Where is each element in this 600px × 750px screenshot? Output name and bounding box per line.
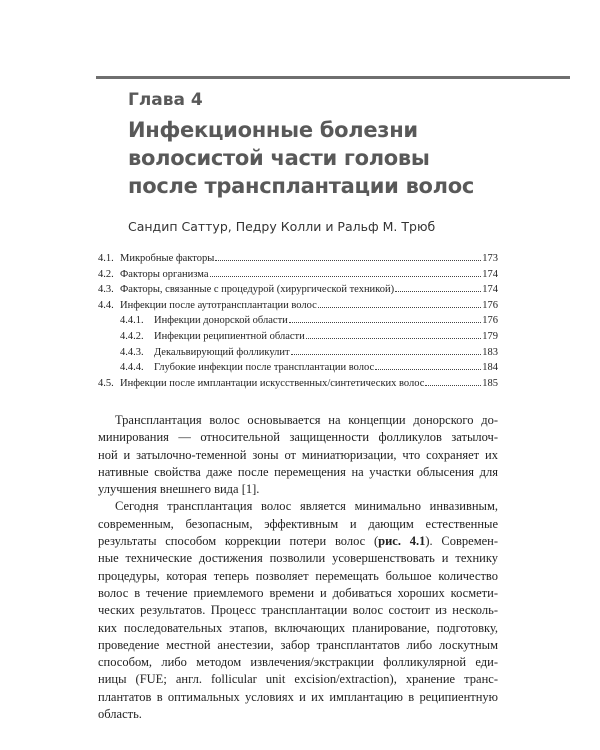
text-line: способом, либо методом извлечения/экстракции фолликулярной еди- <box>98 655 498 670</box>
text-line: улучшения внешнего вида [1]. <box>98 482 260 497</box>
toc-leader-dots <box>318 298 481 308</box>
figure-reference-link[interactable]: рис. 4.1 <box>378 534 426 549</box>
text-line: ческих результатов. Процесс трансплантации волос состоит из несколь- <box>98 603 498 618</box>
text-line: Трансплантация волос основывается на концепции донорского до- <box>115 413 498 427</box>
body-text <box>98 412 498 723</box>
toc-entry-number: 4.4.2. <box>120 330 144 342</box>
toc-entry-title: Инфекции реципиентной области <box>154 330 305 342</box>
toc-entry-page: 176 <box>482 299 498 311</box>
toc-entry-page: 173 <box>482 253 498 264</box>
toc-leader-dots <box>289 313 481 323</box>
paragraph <box>98 412 498 498</box>
toc-entry[interactable] <box>98 313 498 329</box>
toc-entry[interactable] <box>98 329 498 345</box>
text-fragment: результаты способом коррекции потери волос ( <box>98 534 379 549</box>
text-line: Сегодня трансплантация волос является минимально инвазивным, <box>115 499 498 514</box>
text-line: современным, безопасным, эффективным и дающим естественные <box>98 516 498 531</box>
toc-entry-number: 4.4.3. <box>120 346 144 358</box>
toc-entry-number: 4.3. <box>98 284 114 296</box>
text-line: проведение местной анестезии, забор трансплантатов либо лоскутным <box>98 637 498 652</box>
toc-entry-page: 184 <box>482 362 498 374</box>
toc-entry-page: 176 <box>482 315 498 327</box>
toc-entry-number: 4.4. <box>98 299 114 311</box>
toc-leader-dots <box>306 329 482 339</box>
toc-entry[interactable] <box>98 267 498 283</box>
chapter-title-line: волосистой части головы <box>128 146 430 170</box>
text-line: область. <box>98 707 142 722</box>
toc-entry[interactable] <box>98 376 498 392</box>
toc-entry-title: Микробные факторы <box>120 253 215 264</box>
text-line: ные технические достижения позволили усовершенствовать и технику <box>98 551 498 566</box>
text-line: волос в течение приемлемого времени и добиваться хороших космети- <box>98 585 498 600</box>
toc-leader-dots <box>375 360 481 370</box>
toc-entry-title: Инфекции после аутотрансплантации волос <box>120 299 317 311</box>
table-of-contents <box>98 251 498 391</box>
text-line: ких последовательных этапов, включающих планирование, подготовку, <box>98 620 498 635</box>
toc-entry[interactable] <box>98 298 498 314</box>
text-line: ной и затылочно-теменной зоны от миниатюризации, что сохраняет их <box>98 447 498 462</box>
toc-entry-page: 185 <box>482 377 498 389</box>
toc-entry-page: 179 <box>482 330 498 342</box>
toc-leader-dots <box>425 376 481 386</box>
text-line: процедуры, которая теперь позволяет перемещать большое количество <box>98 568 498 583</box>
toc-entry[interactable] <box>98 360 498 376</box>
toc-entry-number: 4.4.1. <box>120 315 144 327</box>
text-fragment: ). Современ- <box>425 534 498 549</box>
toc-entry-number: 4.5. <box>98 377 114 389</box>
chapter-title <box>128 116 568 200</box>
toc-entry[interactable] <box>98 345 498 361</box>
toc-entry-title: Факторы, связанные с процедурой (хирургической техникой) <box>120 284 395 296</box>
toc-entry-page: 183 <box>482 346 498 358</box>
toc-entry-page: 174 <box>482 284 498 296</box>
paragraph <box>98 498 498 723</box>
toc-entry-page: 174 <box>482 268 498 280</box>
toc-entry-number: 4.2. <box>98 268 114 280</box>
chapter-authors: Сандип Саттур, Педру Колли и Ральф М. Трюб <box>128 219 436 234</box>
chapter-title-line: после трансплантации волос <box>128 174 475 198</box>
toc-entry[interactable] <box>98 282 498 298</box>
toc-entry-title: Инфекции донорской области <box>154 315 288 327</box>
text-line: плантатов в оптимальных условиях и их имплантацию в реципиентную <box>98 689 498 704</box>
toc-entry-number: 4.4.4. <box>120 362 144 374</box>
toc-leader-dots <box>291 345 482 355</box>
text-line <box>98 533 498 550</box>
chapter-header-rule <box>96 76 570 79</box>
text-line: нативные свойства даже после перемещения на участки облысения для <box>98 464 498 479</box>
chapter-title-line: Инфекционные болезни <box>128 118 418 142</box>
toc-entry[interactable] <box>98 251 498 267</box>
text-line: минирования — относительной защищенности фолликулов затылоч- <box>98 430 498 445</box>
toc-entry-title: Декальвирующий фолликулит <box>154 346 290 358</box>
toc-entry-title: Глубокие инфекции после трансплантации волос <box>154 362 375 374</box>
text-line: ницы (FUE; англ. follicular unit excision/extraction), хранение транс- <box>98 672 498 687</box>
toc-entry-title: Инфекции после имплантации искусственных/синтетических волос <box>120 377 425 389</box>
toc-leader-dots <box>210 267 482 277</box>
toc-leader-dots <box>395 282 481 292</box>
toc-leader-dots <box>215 251 481 261</box>
toc-entry-number: 4.1. <box>98 253 114 264</box>
toc-entry-title: Факторы организма <box>120 268 209 280</box>
chapter-label: Глава 4 <box>128 90 203 110</box>
